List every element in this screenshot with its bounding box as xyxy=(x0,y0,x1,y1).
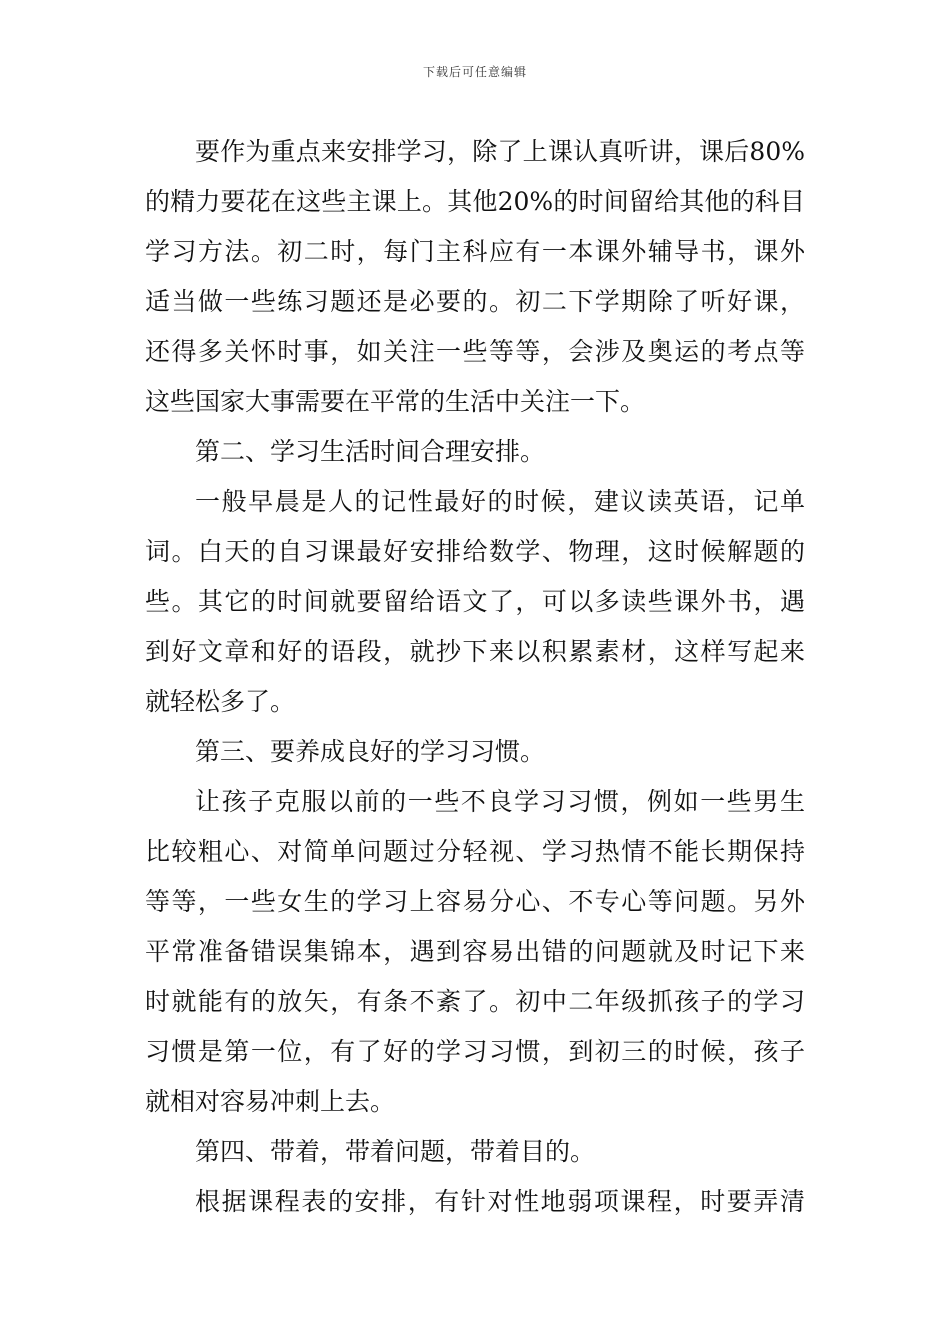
section-heading: 第四、带着，带着问题，带着目的。 xyxy=(195,1137,596,1166)
page-header-note: 下载后可任意编辑 xyxy=(422,65,527,79)
text-line: 词。白天的自习课最好安排给数学、物理，这时候解题的 xyxy=(145,537,805,566)
text-line: 平常准备错误集锦本，遇到容易出错的问题就及时记下来 xyxy=(145,937,805,966)
text-line: 一般早晨是人的记性最好的时候，建议读英语，记单 xyxy=(195,487,805,516)
text-line: 要作为重点来安排学习，除了上课认真听讲，课后80% xyxy=(195,137,805,166)
text-line: 学习方法。初二时，每门主科应有一本课外辅导书，课外 xyxy=(145,237,805,266)
section-heading: 第二、学习生活时间合理安排。 xyxy=(195,437,546,466)
text-line: 根据课程表的安排，有针对性地弱项课程，时要弄清 xyxy=(195,1187,805,1216)
text-line: 的精力要花在这些主课上。其他20%的时间留给其他的科目 xyxy=(145,187,805,216)
text-line: 等等，一些女生的学习上容易分心、不专心等问题。另外 xyxy=(145,887,805,916)
text-line: 时就能有的放矢，有条不紊了。初中二年级抓孩子的学习 xyxy=(145,987,805,1016)
text-line: 还得多关怀时事，如关注一些等等，会涉及奥运的考点等 xyxy=(145,337,805,366)
text-line: 习惯是第一位，有了好的学习习惯，到初三的时候，孩子 xyxy=(145,1037,805,1066)
text-line: 比较粗心、对简单问题过分轻视、学习热情不能长期保持 xyxy=(145,837,805,866)
text-line: 这些国家大事需要在平常的生活中关注一下。 xyxy=(145,387,646,416)
text-line: 到好文章和好的语段，就抄下来以积累素材，这样写起来 xyxy=(145,637,805,666)
text-line: 些。其它的时间就要留给语文了，可以多读些课外书，遇 xyxy=(145,587,805,616)
document-body xyxy=(145,127,805,1227)
text-line: 让孩子克服以前的一些不良学习习惯，例如一些男生 xyxy=(195,787,805,816)
text-line: 就相对容易冲刺上去。 xyxy=(145,1087,396,1116)
text-line: 就轻松多了。 xyxy=(145,687,296,716)
section-heading: 第三、要养成良好的学习习惯。 xyxy=(195,737,546,766)
text-line: 适当做一些练习题还是必要的。初二下学期除了听好课， xyxy=(145,287,805,316)
